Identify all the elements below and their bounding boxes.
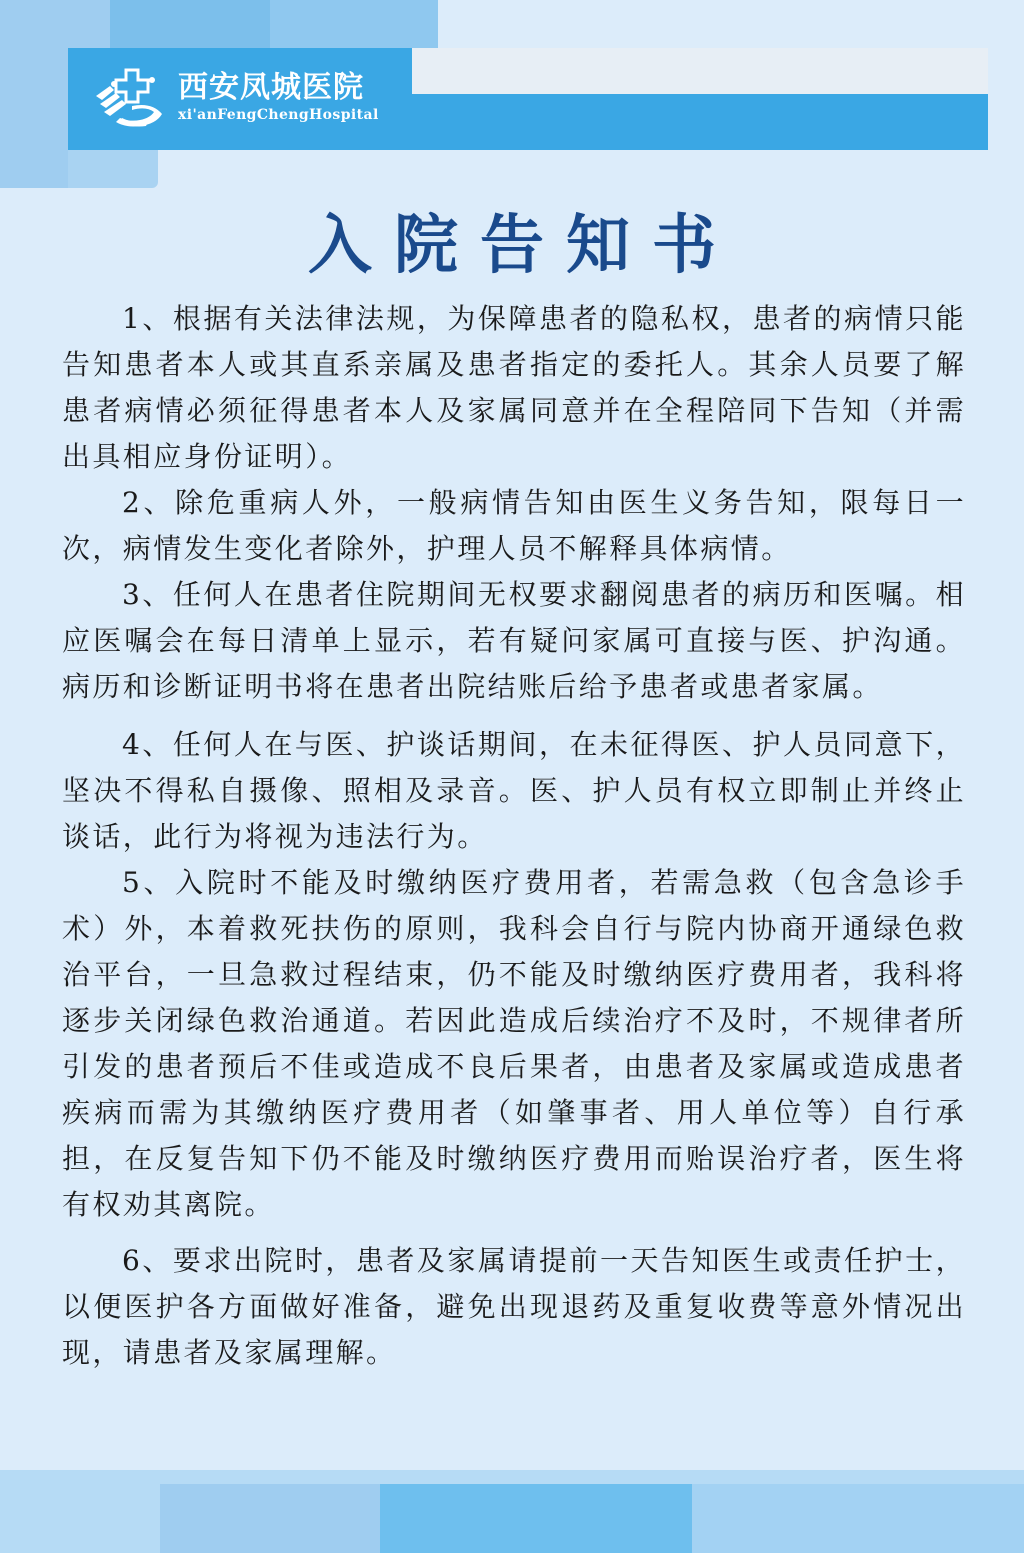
document-body	[62, 296, 966, 1376]
notice-paragraph-5: 5、入院时不能及时缴纳医疗费用者，若需急救（包含急诊手术）外，本着救死扶伤的原则，我科会自行与院内协商开通绿色救治平台，一旦急救过程结束，仍不能及时缴纳医疗费用者，我科将逐步关闭绿色救治通道。若因此造成后续治疗不及时，不规律者所引发的患者预后不佳或造成不良后果者，由患者及家属或造成患者疾病而需为其缴纳医疗费用者（如肇事者、用人单位等）自行承担，在反复告知下仍不能及时缴纳医疗费用而贻误治疗者，医生将有权劝其离院。	[62, 866, 966, 1221]
decorative-block	[270, 0, 438, 48]
decorative-block	[68, 150, 158, 188]
hospital-name: 西安凤城医院	[178, 70, 364, 105]
document-title: 入院告知书	[308, 209, 738, 283]
decorative-block	[160, 1484, 380, 1553]
notice-paragraph-2: 2、除危重病人外，一般病情告知由医生义务告知，限每日一次，病情发生变化者除外，护理人员不解释具体病情。	[62, 486, 966, 565]
notice-paragraph-1: 1、根据有关法律法规，为保障患者的隐私权，患者的病情只能告知患者本人或其直系亲属及患者指定的委托人。其余人员要了解患者病情必须征得患者本人及家属同意并在全程陪同下告知（并需出具相应身份证明）。	[62, 302, 966, 473]
notice-paragraph-4: 4、任何人在与医、护谈话期间，在未征得医、护人员同意下，坚决不得私自摄像、照相及录音。医、护人员有权立即制止并终止谈话，此行为将视为违法行为。	[62, 728, 966, 853]
notice-paragraph-6: 6、要求出院时，患者及家属请提前一天告知医生或责任护士，以便医护各方面做好准备，避免出现退药及重复收费等意外情况出现，请患者及家属理解。	[62, 1244, 966, 1369]
hospital-logo-icon	[92, 66, 168, 134]
decorative-block	[0, 48, 68, 188]
decorative-block	[0, 0, 110, 48]
decorative-block	[692, 1484, 1024, 1553]
decorative-block	[380, 1484, 692, 1553]
decorative-block	[110, 0, 270, 48]
notice-paragraph-3: 3、任何人在患者住院期间无权要求翻阅患者的病历和医嘱。相应医嘱会在每日清单上显示，若有疑问家属可直接与医、护沟通。病历和诊断证明书将在患者出院结账后给予患者或患者家属。	[62, 578, 966, 703]
header-notch	[412, 48, 988, 94]
hospital-name-english: xi'anFengChengHospital	[178, 107, 379, 123]
